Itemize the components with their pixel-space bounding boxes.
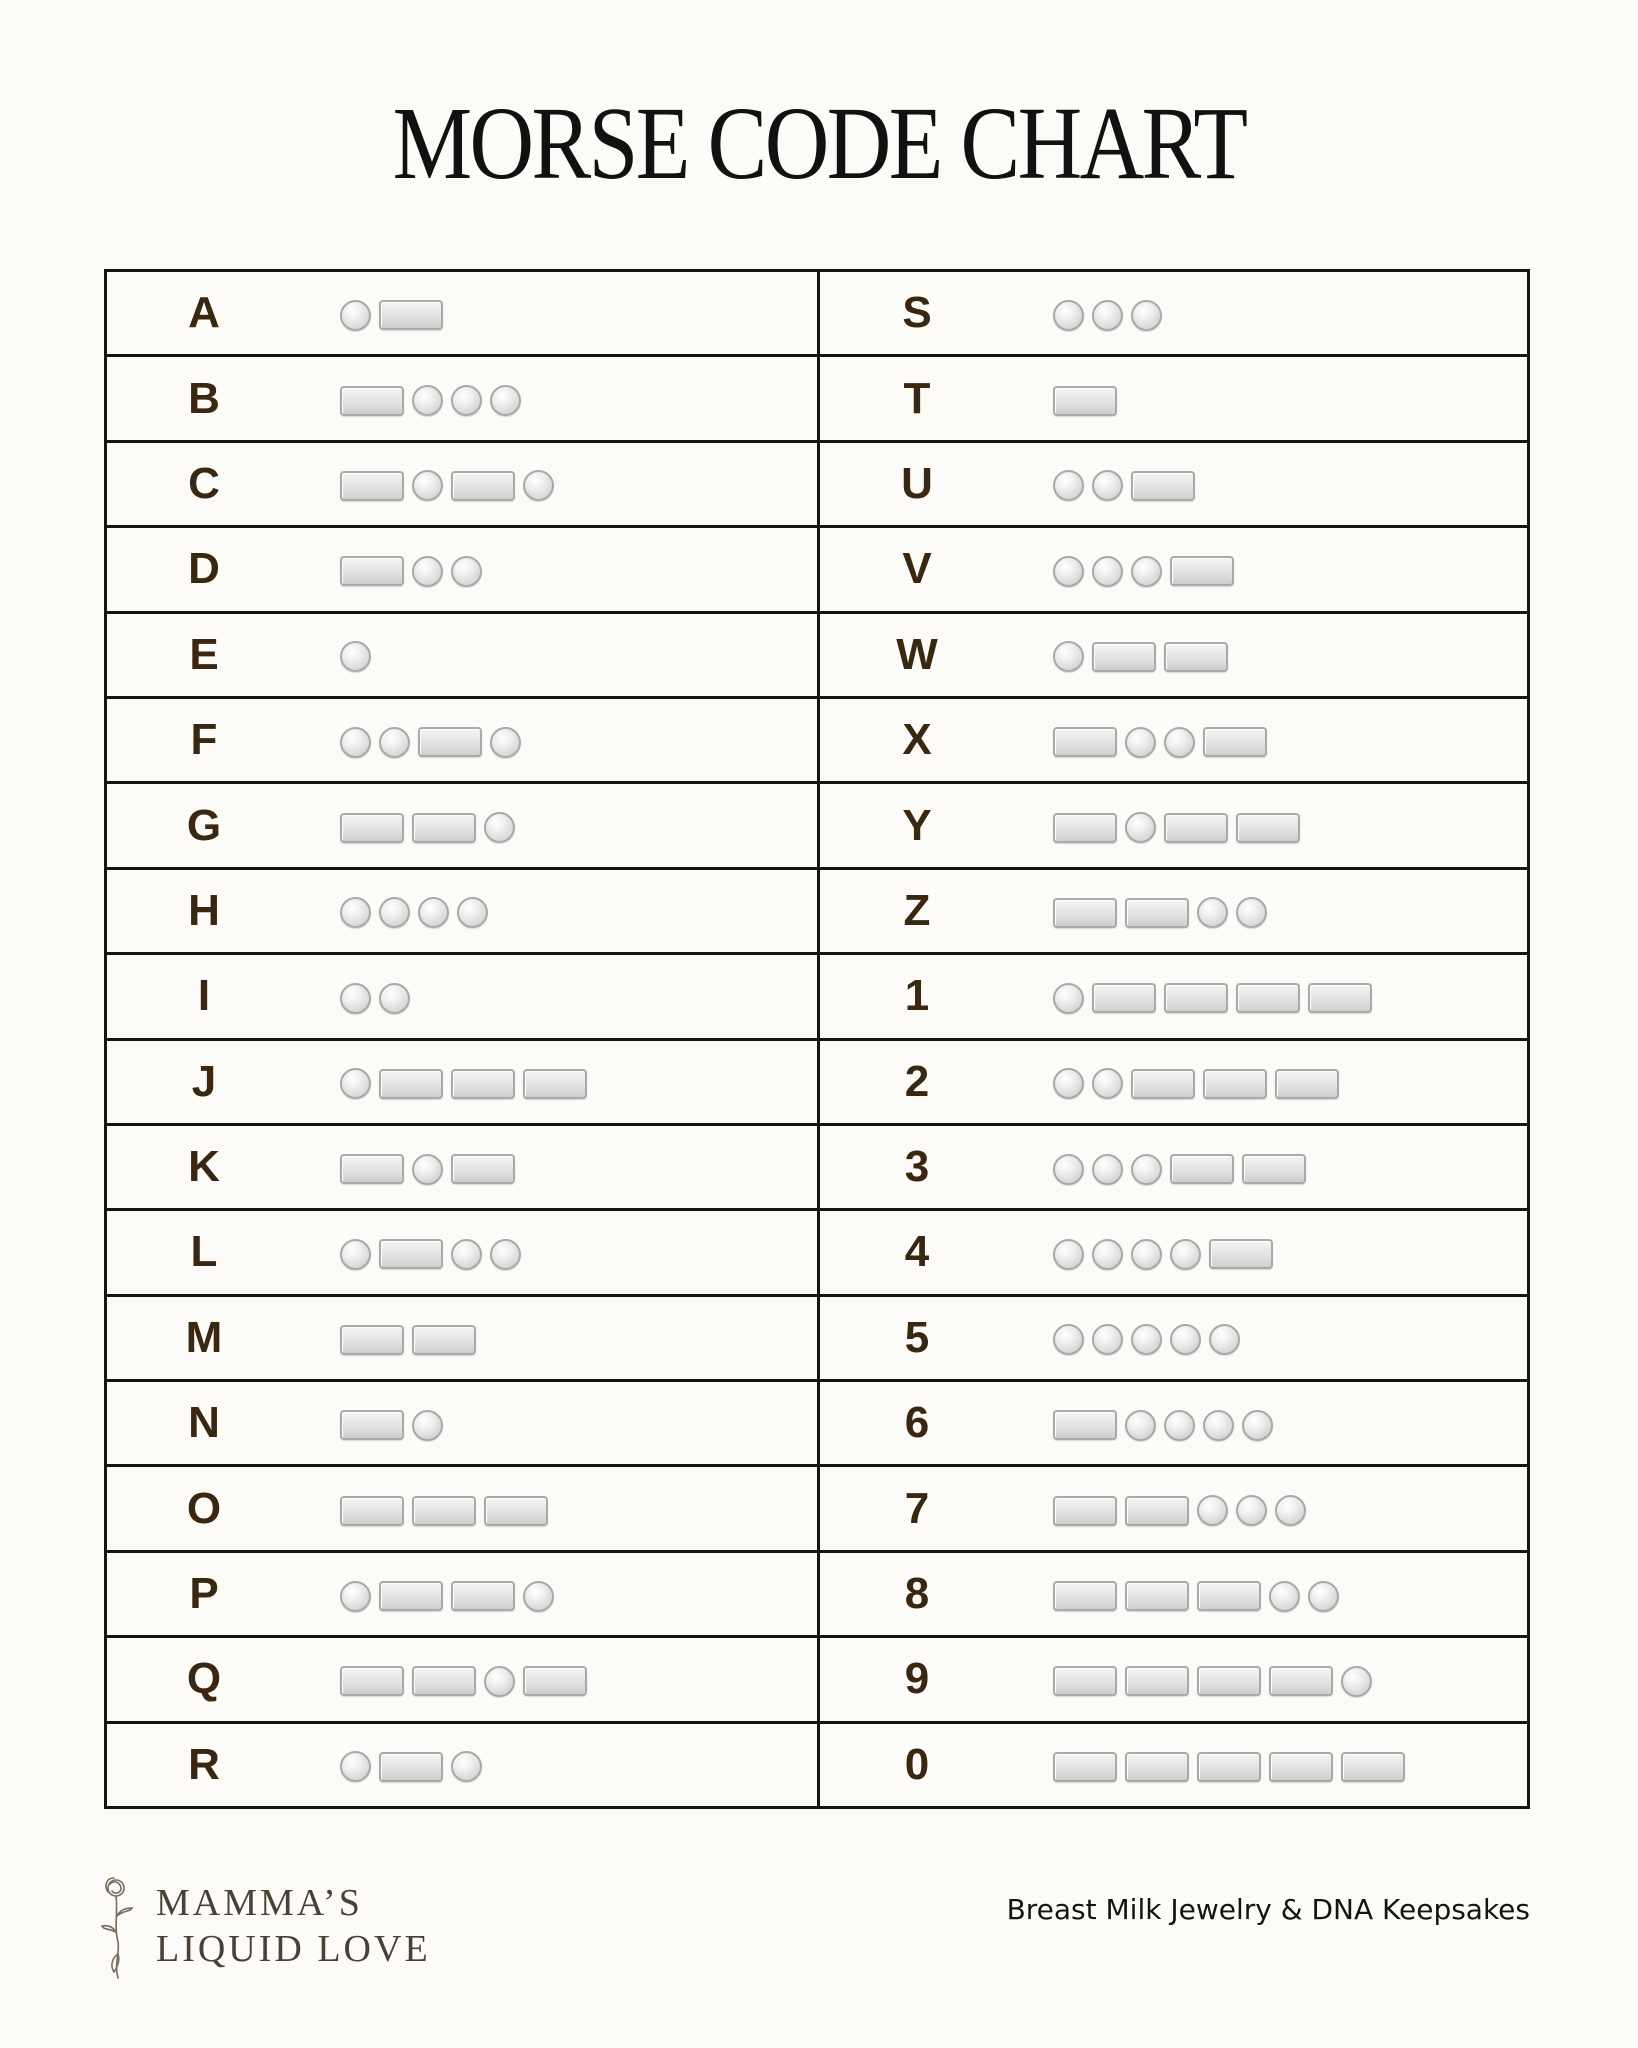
morse-dot	[340, 1068, 371, 1099]
morse-sequence	[340, 1553, 554, 1635]
morse-dot	[490, 727, 521, 758]
row-character: S	[902, 288, 932, 338]
table-row	[107, 443, 817, 528]
morse-dash	[412, 1496, 476, 1526]
morse-dot	[1053, 300, 1084, 331]
row-character: W	[896, 629, 938, 679]
morse-sequence	[340, 1638, 587, 1720]
morse-dot	[1164, 727, 1195, 758]
morse-dot	[1092, 1068, 1123, 1099]
morse-dot	[340, 1581, 371, 1612]
morse-sequence	[1053, 1724, 1405, 1806]
table-row	[107, 1297, 817, 1382]
table-row	[107, 1126, 817, 1211]
morse-dash	[1269, 1666, 1333, 1696]
row-character: 3	[904, 1142, 930, 1192]
row-character: 7	[904, 1483, 930, 1533]
morse-dash	[1170, 1154, 1234, 1184]
morse-dot	[1125, 1410, 1156, 1441]
brand-name-line1: MAMMA’S	[156, 1882, 363, 1924]
morse-dash	[1170, 556, 1234, 586]
row-character: X	[902, 715, 932, 765]
morse-dot	[1053, 1324, 1084, 1355]
morse-sequence	[1053, 443, 1195, 525]
morse-dash	[418, 727, 482, 757]
brand-tagline: Breast Milk Jewelry & DNA Keepsakes	[1006, 1893, 1530, 1926]
morse-sequence	[1053, 1126, 1306, 1208]
table-row	[107, 870, 817, 955]
row-character: D	[188, 544, 220, 594]
row-character: 4	[904, 1227, 930, 1277]
morse-dot	[340, 727, 371, 758]
table-row	[820, 1211, 1527, 1296]
morse-dot	[1242, 1410, 1273, 1441]
row-character: 5	[904, 1312, 930, 1362]
row-character: P	[189, 1569, 219, 1619]
morse-dot	[1092, 1239, 1123, 1270]
morse-dot	[340, 641, 371, 672]
morse-dot	[412, 1410, 443, 1441]
morse-dot	[340, 1239, 371, 1270]
table-row	[820, 699, 1527, 784]
morse-dot	[340, 300, 371, 331]
morse-dash	[379, 1581, 443, 1611]
morse-dash	[1131, 471, 1195, 501]
morse-dot	[451, 385, 482, 416]
brand-logo	[96, 1872, 436, 1982]
morse-dash	[1053, 727, 1117, 757]
morse-dash	[451, 1154, 515, 1184]
morse-sequence	[340, 272, 443, 354]
morse-dot	[1197, 1495, 1228, 1526]
morse-dot	[1131, 556, 1162, 587]
morse-dot	[379, 727, 410, 758]
morse-dot	[1209, 1324, 1240, 1355]
row-character: O	[186, 1483, 222, 1533]
morse-sequence	[340, 1041, 587, 1123]
morse-dash	[523, 1069, 587, 1099]
table-row	[107, 699, 817, 784]
morse-dot	[451, 1239, 482, 1270]
left-column	[107, 272, 817, 1806]
morse-dot	[340, 983, 371, 1014]
table-row	[820, 1553, 1527, 1638]
table-row	[107, 1041, 817, 1126]
morse-dash	[340, 556, 404, 586]
morse-sequence	[340, 614, 371, 696]
morse-dash	[412, 1666, 476, 1696]
row-character: L	[190, 1227, 218, 1277]
morse-dash	[484, 1496, 548, 1526]
table-row	[820, 1467, 1527, 1552]
morse-dot	[379, 983, 410, 1014]
morse-dash	[1341, 1752, 1405, 1782]
morse-sequence	[1053, 1211, 1273, 1293]
morse-dash	[379, 1239, 443, 1269]
morse-sequence	[1053, 357, 1117, 439]
morse-dot	[1053, 470, 1084, 501]
morse-dash	[1053, 1581, 1117, 1611]
morse-dash	[340, 813, 404, 843]
row-character: 8	[904, 1569, 930, 1619]
morse-dash	[1125, 1666, 1189, 1696]
morse-dot	[1131, 1154, 1162, 1185]
morse-sequence	[1053, 870, 1267, 952]
morse-dot	[1125, 727, 1156, 758]
table-row	[107, 1382, 817, 1467]
morse-dash	[340, 471, 404, 501]
morse-sequence	[1053, 614, 1228, 696]
morse-dash	[1236, 813, 1300, 843]
morse-dot	[1092, 470, 1123, 501]
table-row	[820, 1724, 1527, 1806]
morse-dot	[412, 1154, 443, 1185]
table-row	[107, 614, 817, 699]
table-row	[820, 955, 1527, 1040]
row-character: B	[188, 373, 220, 423]
morse-sequence	[340, 357, 521, 439]
table-row	[107, 955, 817, 1040]
morse-dash	[1053, 1410, 1117, 1440]
morse-dash	[1203, 1069, 1267, 1099]
morse-dot	[1236, 897, 1267, 928]
morse-dot	[490, 385, 521, 416]
row-character: F	[190, 715, 218, 765]
row-character: T	[903, 373, 931, 423]
morse-dash	[1164, 813, 1228, 843]
morse-sequence	[1053, 1467, 1306, 1549]
morse-sequence	[340, 1297, 476, 1379]
morse-dot	[412, 385, 443, 416]
morse-dot	[1131, 300, 1162, 331]
page-title: MORSE CODE CHART	[392, 86, 1246, 201]
morse-sequence	[1053, 1638, 1372, 1720]
morse-dot	[1092, 300, 1123, 331]
morse-dot	[457, 897, 488, 928]
table-row	[107, 272, 817, 357]
morse-dot	[1053, 1239, 1084, 1270]
morse-dot	[1053, 641, 1084, 672]
morse-sequence	[1053, 1553, 1339, 1635]
morse-dot	[1203, 1410, 1234, 1441]
row-character: N	[188, 1398, 220, 1448]
table-row	[820, 272, 1527, 357]
row-character: 2	[904, 1056, 930, 1106]
morse-dash	[1242, 1154, 1306, 1184]
morse-dot	[1170, 1239, 1201, 1270]
morse-dash	[1197, 1581, 1261, 1611]
morse-dot	[1269, 1581, 1300, 1612]
morse-dot	[1092, 1154, 1123, 1185]
morse-dot	[1131, 1324, 1162, 1355]
morse-dot	[523, 470, 554, 501]
morse-dash	[1125, 1752, 1189, 1782]
table-row	[107, 1467, 817, 1552]
morse-sequence	[340, 699, 521, 781]
morse-dot	[1236, 1495, 1267, 1526]
morse-dot	[1053, 983, 1084, 1014]
morse-dash	[1053, 1752, 1117, 1782]
table-row	[107, 528, 817, 613]
brand-name	[156, 1880, 431, 1972]
morse-dash	[379, 300, 443, 330]
morse-dash	[340, 1496, 404, 1526]
row-character: Q	[186, 1654, 222, 1704]
row-character: I	[197, 971, 211, 1021]
morse-dot	[418, 897, 449, 928]
row-character: M	[185, 1312, 223, 1362]
row-character: R	[188, 1739, 220, 1789]
morse-dash	[340, 1410, 404, 1440]
row-character: E	[189, 629, 219, 679]
morse-dash	[1053, 386, 1117, 416]
morse-sequence	[1053, 699, 1267, 781]
morse-dash	[1053, 898, 1117, 928]
morse-dash	[1269, 1752, 1333, 1782]
morse-dash	[1053, 813, 1117, 843]
morse-dash	[1053, 1666, 1117, 1696]
morse-dot	[379, 897, 410, 928]
table-row	[820, 1041, 1527, 1126]
morse-sequence	[340, 955, 410, 1037]
morse-dot	[1092, 1324, 1123, 1355]
morse-dot	[1341, 1666, 1372, 1697]
morse-dash	[1197, 1752, 1261, 1782]
morse-dash	[1308, 983, 1372, 1013]
morse-dash	[340, 1154, 404, 1184]
morse-sequence	[340, 1382, 443, 1464]
table-row	[107, 357, 817, 442]
table-row	[820, 870, 1527, 955]
morse-dash	[412, 813, 476, 843]
morse-dot	[1053, 556, 1084, 587]
row-character: A	[188, 288, 220, 338]
morse-dash	[1125, 1581, 1189, 1611]
morse-dot	[1092, 556, 1123, 587]
morse-dot	[1170, 1324, 1201, 1355]
table-row	[820, 1297, 1527, 1382]
morse-dash	[412, 1325, 476, 1355]
rose-icon	[96, 1872, 146, 1982]
morse-dash	[1092, 983, 1156, 1013]
morse-sequence	[340, 1126, 515, 1208]
morse-sequence	[1053, 784, 1300, 866]
morse-dot	[451, 1751, 482, 1782]
morse-dash	[1197, 1666, 1261, 1696]
morse-dash	[1236, 983, 1300, 1013]
row-character: V	[902, 544, 932, 594]
morse-code-table	[104, 269, 1530, 1809]
row-character: Z	[903, 885, 931, 935]
table-row	[107, 1724, 817, 1806]
morse-sequence	[340, 1211, 521, 1293]
morse-dash	[1131, 1069, 1195, 1099]
row-character: 9	[904, 1654, 930, 1704]
row-character: G	[186, 800, 222, 850]
table-row	[107, 1211, 817, 1296]
row-character: C	[188, 458, 220, 508]
morse-sequence	[1053, 1041, 1339, 1123]
morse-dash	[523, 1666, 587, 1696]
morse-dot	[412, 556, 443, 587]
morse-dot	[451, 556, 482, 587]
brand-name-line2: LIQUID LOVE	[156, 1928, 431, 1970]
table-row	[820, 357, 1527, 442]
row-character: U	[901, 458, 933, 508]
table-row	[820, 528, 1527, 613]
morse-dot	[1125, 812, 1156, 843]
morse-dash	[340, 1325, 404, 1355]
row-character: 1	[904, 971, 930, 1021]
row-character: H	[188, 885, 220, 935]
morse-dash	[340, 1666, 404, 1696]
morse-dot	[1053, 1068, 1084, 1099]
row-character: Y	[902, 800, 932, 850]
morse-dash	[1209, 1239, 1273, 1269]
morse-dot	[1053, 1154, 1084, 1185]
morse-dash	[379, 1069, 443, 1099]
morse-sequence	[340, 528, 482, 610]
morse-sequence	[1053, 1297, 1240, 1379]
morse-dot	[1275, 1495, 1306, 1526]
table-row	[820, 443, 1527, 528]
morse-dash	[1092, 642, 1156, 672]
morse-dash	[340, 386, 404, 416]
morse-dot	[1197, 897, 1228, 928]
morse-dash	[1125, 898, 1189, 928]
row-character: 0	[904, 1739, 930, 1789]
morse-dash	[1203, 727, 1267, 757]
morse-dot	[523, 1581, 554, 1612]
morse-dash	[1164, 983, 1228, 1013]
morse-sequence	[340, 443, 554, 525]
table-row	[107, 1553, 817, 1638]
row-character: K	[188, 1142, 220, 1192]
morse-dot	[412, 470, 443, 501]
morse-dot	[1308, 1581, 1339, 1612]
morse-sequence	[1053, 1382, 1273, 1464]
morse-dash	[1125, 1496, 1189, 1526]
morse-dot	[490, 1239, 521, 1270]
morse-dot	[340, 1751, 371, 1782]
morse-dash	[451, 471, 515, 501]
morse-sequence	[340, 1467, 548, 1549]
table-row	[107, 1638, 817, 1723]
morse-dot	[1164, 1410, 1195, 1441]
morse-dot	[484, 1666, 515, 1697]
morse-dash	[1275, 1069, 1339, 1099]
row-character: 6	[904, 1398, 930, 1448]
morse-sequence	[340, 784, 515, 866]
morse-dash	[379, 1752, 443, 1782]
morse-sequence	[340, 1724, 482, 1806]
morse-dot	[1131, 1239, 1162, 1270]
table-row	[107, 784, 817, 869]
morse-dot	[340, 897, 371, 928]
morse-dash	[1164, 642, 1228, 672]
right-column	[817, 272, 1527, 1806]
morse-sequence	[1053, 528, 1234, 610]
morse-sequence	[1053, 955, 1372, 1037]
table-row	[820, 1126, 1527, 1211]
morse-dash	[451, 1581, 515, 1611]
table-row	[820, 1382, 1527, 1467]
morse-sequence	[1053, 272, 1162, 354]
table-row	[820, 784, 1527, 869]
table-row	[820, 614, 1527, 699]
morse-dot	[484, 812, 515, 843]
morse-sequence	[340, 870, 488, 952]
table-row	[820, 1638, 1527, 1723]
morse-dash	[1053, 1496, 1117, 1526]
morse-dash	[451, 1069, 515, 1099]
row-character: J	[191, 1056, 217, 1106]
